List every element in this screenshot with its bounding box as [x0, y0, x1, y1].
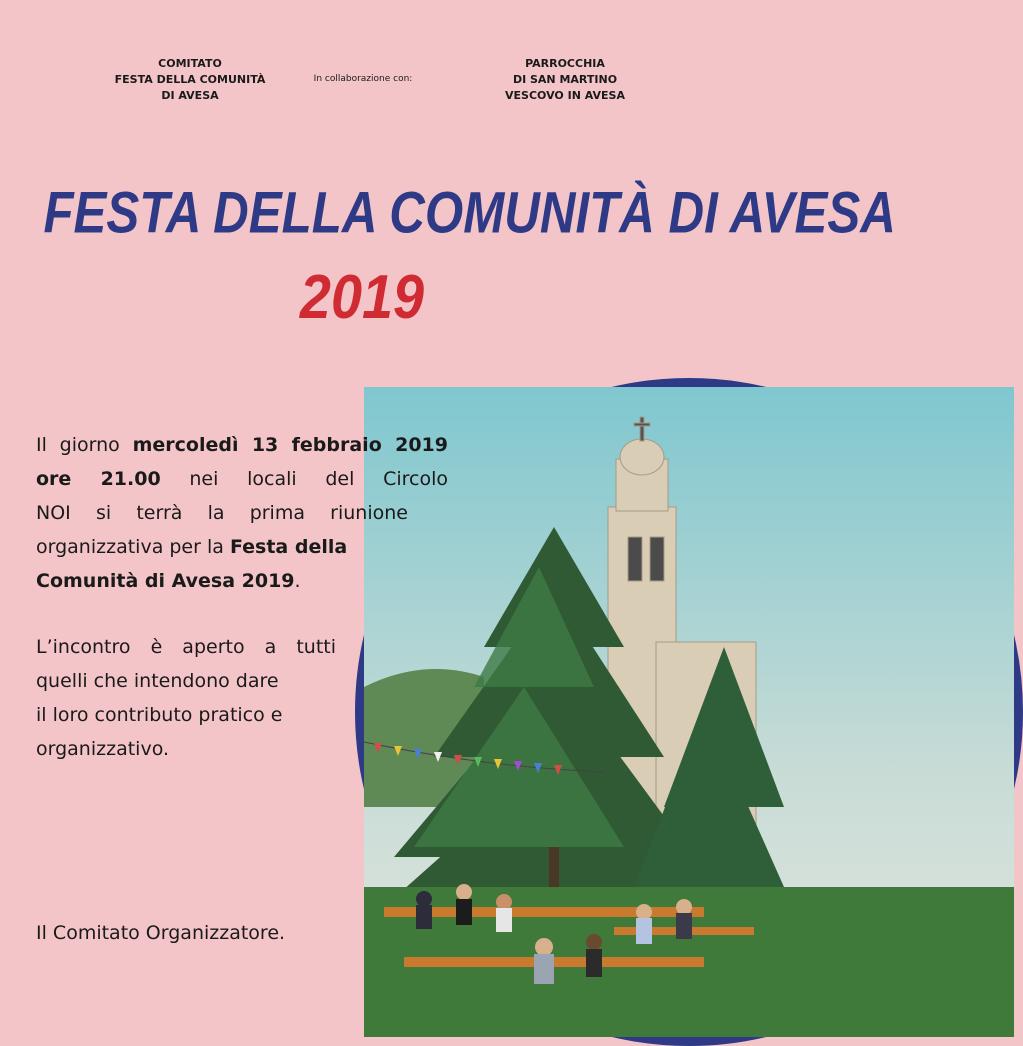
invitation-line-1: L’incontro è aperto a tutti [36, 636, 336, 658]
collaboration-label: In collaborazione con: [313, 74, 413, 84]
announcement-line-5 [36, 564, 448, 598]
invitation-line-3: il loro contributo pratico e [36, 704, 283, 726]
text-date-intro: Il giorno [36, 434, 133, 456]
signature: Il Comitato Organizzatore. [36, 922, 286, 944]
event-title: FESTA DELLA COMUNITÀ DI AVESA [43, 179, 896, 246]
meeting-announcement [36, 428, 448, 598]
parish-line-3: VESCOVO IN AVESA [505, 89, 625, 102]
invitation-line-2: quelli che intendono dare [36, 670, 279, 692]
period: . [294, 570, 301, 592]
parish-line-1: PARROCCHIA [525, 57, 605, 70]
event-photo [355, 378, 1023, 1046]
announcement-line-2 [36, 462, 448, 496]
event-year: 2019 [299, 263, 425, 332]
festival-name-part-1: Festa della [229, 536, 348, 558]
organizer-committee [100, 56, 280, 104]
open-invitation [36, 630, 336, 766]
committee-line-1: COMITATO [158, 57, 222, 70]
announcement-line-4 [36, 530, 448, 564]
festival-name-part-2: Comunità di Avesa 2019 [36, 570, 295, 592]
parish-name [490, 56, 640, 104]
announcement-line-1 [36, 428, 448, 462]
text-purpose: organizzativa per la [36, 536, 230, 558]
meeting-time: ore 21.00 [36, 468, 161, 490]
committee-line-3: DI AVESA [161, 89, 219, 102]
announcement-line-3: NOI si terrà la prima riunione [36, 502, 408, 524]
photo-illustration [364, 387, 1014, 1037]
parish-line-2: DI SAN MARTINO [512, 73, 618, 86]
text-venue: nei locali del Circolo [160, 468, 448, 490]
invitation-line-4: organizzativo. [36, 738, 170, 760]
committee-line-2: FESTA DELLA COMUNITÀ [114, 73, 266, 86]
meeting-date: mercoledì 13 febbraio 2019 [132, 434, 448, 456]
